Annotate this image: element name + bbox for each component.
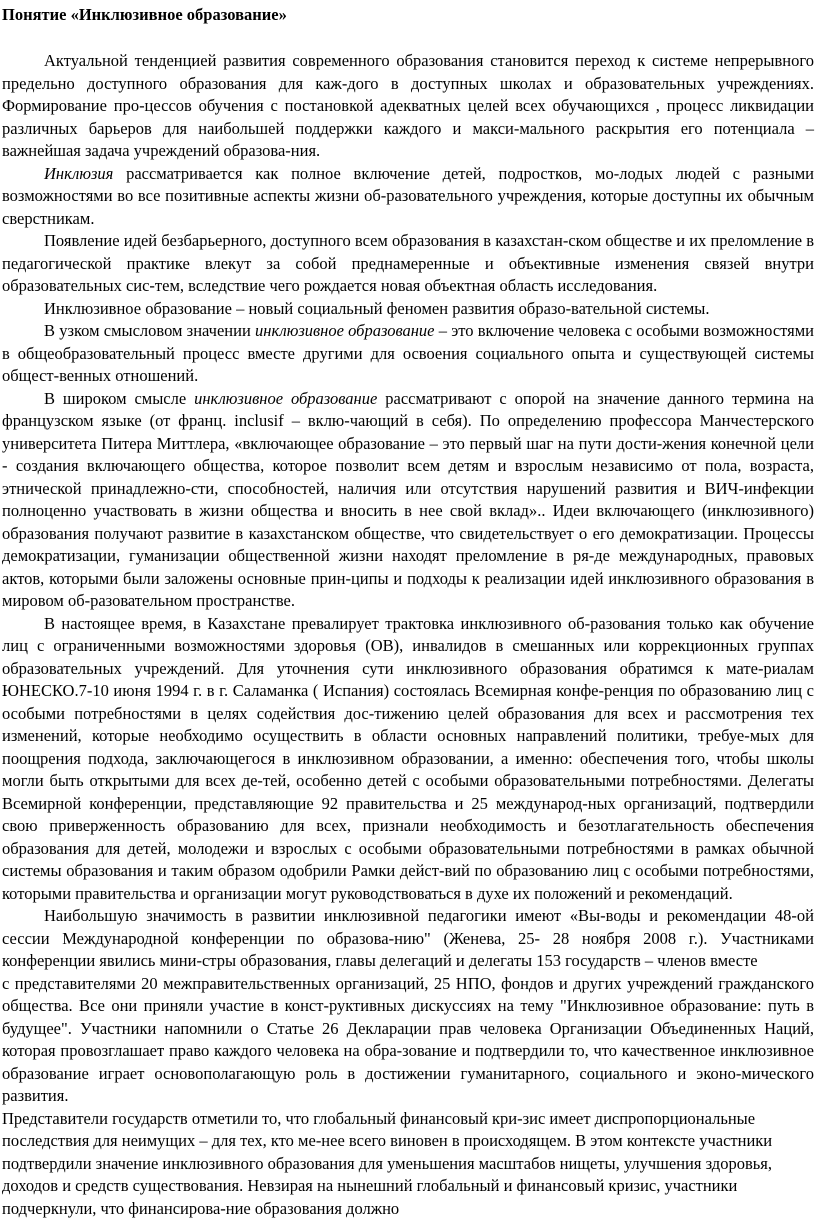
text-run: – это включение человека с особыми возможностями в общеобразовательный процесс вместе другими для освоения социального опыта и существующей системы общест-венных отношений.: [2, 321, 814, 385]
italic-term: Инклюзия: [44, 164, 113, 183]
paragraph: [2, 320, 814, 388]
paragraph: [2, 50, 814, 163]
text-run: Появление идей безбарьерного, доступного всем образования в казахстан-ском обществе и их преломление в педагогической практике влекут за собой преднамеренные и объективные изменения связей внутри образовательных сис-тем, вследствие чего рождается новая объектная область исследования.: [2, 231, 814, 295]
text-run: Инклюзивное образование – новый социальный феномен развития образо-вательной системы.: [44, 299, 710, 318]
document-title: Понятие «Инклюзивное образование»: [2, 3, 814, 27]
text-run: Актуальной тенденцией развития современного образования становится переход к системе непрерывного предельно доступного образования для каж-дого в доступных школах и образовательных учреждениях. Формирование про-цессов обучения с постановкой адекватных целей всех обучающихся , процесс ликвидации различных барьеров для наибольшей поддержки каждого и макси-мального раскрытия его потенциала – важнейшая задача учреждений образова-ния.: [2, 51, 814, 160]
text-run: с представителями 20 межправительственных организаций, 25 НПО, фондов и других учреждений гражданского общества. Все они приняли участие в конст-руктивных дискуссиях на тему "Инклюзивное образование: путь в будущее". Участники напомнили о Статье 26 Декларации прав человека Организации Объединенных Наций, которая провозглашает право каждого человека на обра-зование и подтвердили то, что качественное инклюзивное образование играет основополагающую роль в достижении гуманитарного, социального и эконо-мического развития.: [2, 974, 814, 1106]
italic-term: инклюзивное образование: [255, 321, 435, 340]
text-run: Наибольшую значимость в развитии инклюзивной педагогики имеют «Вы-воды и рекомендации 48-ой сессии Международной конференции по образова-нию" (Женева, 25- 28 ноября 2008 г.). Участниками конференции явились мини-стры образования, главы делегаций и делегаты 153 государств – членов вместе: [2, 906, 814, 970]
paragraph: [2, 388, 814, 613]
text-run: рассматривается как полное включение детей, подростков, мо-лодых людей с разными возможностями во все позитивные аспекты жизни об-разовательного учреждения, которые доступны их обычным сверстникам.: [2, 164, 814, 228]
paragraph: [2, 905, 814, 973]
text-run: В настоящее время, в Казахстане превалирует трактовка инклюзивного об-разования только как обучение лиц с ограниченными возможностями здоровья (ОВ), инвалидов в смешанных или коррекционных группах образовательных учреждений. Для уточнения сути инклюзивного образования обратимся к мате-риалам ЮНЕСКО.7-10 июня 1994 г. в г. Саламанка ( Испания) состоялась Всемирная конфе-ренция по образованию лиц с особыми потребностями в целях содействия дос-тижению целей образования для всех и рассмотрения тех изменений, которые необходимо осуществить в области основных направлений политики, требуе-мых для поощрения подхода, заключающегося в инклюзивном образовании, а именно: обеспечения того, чтобы школы могли быть открытыми для всех де-тей, особенно детей с особыми образовательными потребностями. Делегаты Всемирной конференции, представляющие 92 правительства и 25 международ-ных организаций, подтвердили свою приверженность образованию для всех, признали необходимость и безотлагательность обеспечения образования для детей, молодежи и взрослых с особыми образовательными потребностями в рамках обычной системы образования и таким образом одобрили Рамки дейст-вий по образованию лиц с особыми потребностями, которыми правительства и организации могут руководствоваться в духе их положений и рекомендаций.: [2, 614, 814, 903]
paragraph: [2, 298, 814, 321]
text-run: Представители государств отметили то, что глобальный финансовый кри-зис имеет диспропорциональные последствия для неимущих – для тех, кто ме-нее всего виновен в происходящем. В этом контексте участники подтвердили значение инклюзивного образования для уменьшения масштабов нищеты, улучшения здоровья, доходов и средств существования. Невзирая на нынешний глобальный и финансовый кризис, участники подчеркнули, что финансирова-ние образования должно: [2, 1109, 772, 1218]
paragraph: [2, 163, 814, 231]
document-body: [2, 50, 814, 1220]
text-run: рассматривают с опорой на значение данного термина на французском языке (от франц. inclusif – вклю-чающий в себя). По определению профессора Манчестерского университета Питера Миттлера, «включающее образование – это первый шаг на пути дости-жения конечной цели - создания включающего общества, которое позволит всем детям и взрослым независимо от пола, возраста, этнической принадлежно-сти, способностей, наличия или отсутствия нарушений развития и ВИЧ-инфекции полноценно участвовать в жизни общества и вносить в нее свой вклад».. Идеи включающего (инклюзивного) образования получают развитие в казахстанском обществе, что свидетельствует о его демократизации. Процессы демократизации, гуманизации общественной жизни находят преломление в ря-де международных, правовых актов, которыми были заложены основные прин-ципы и подходы к реализации идей инклюзивного образования в мировом об-разовательном пространстве.: [2, 389, 814, 611]
paragraph: [2, 230, 814, 298]
italic-term: инклюзивное образование: [194, 389, 377, 408]
paragraph: [2, 973, 814, 1108]
text-run: В узком смысловом значении: [44, 321, 255, 340]
paragraph: [2, 613, 814, 906]
paragraph: [2, 1108, 814, 1220]
text-run: В широком смысле: [44, 389, 194, 408]
